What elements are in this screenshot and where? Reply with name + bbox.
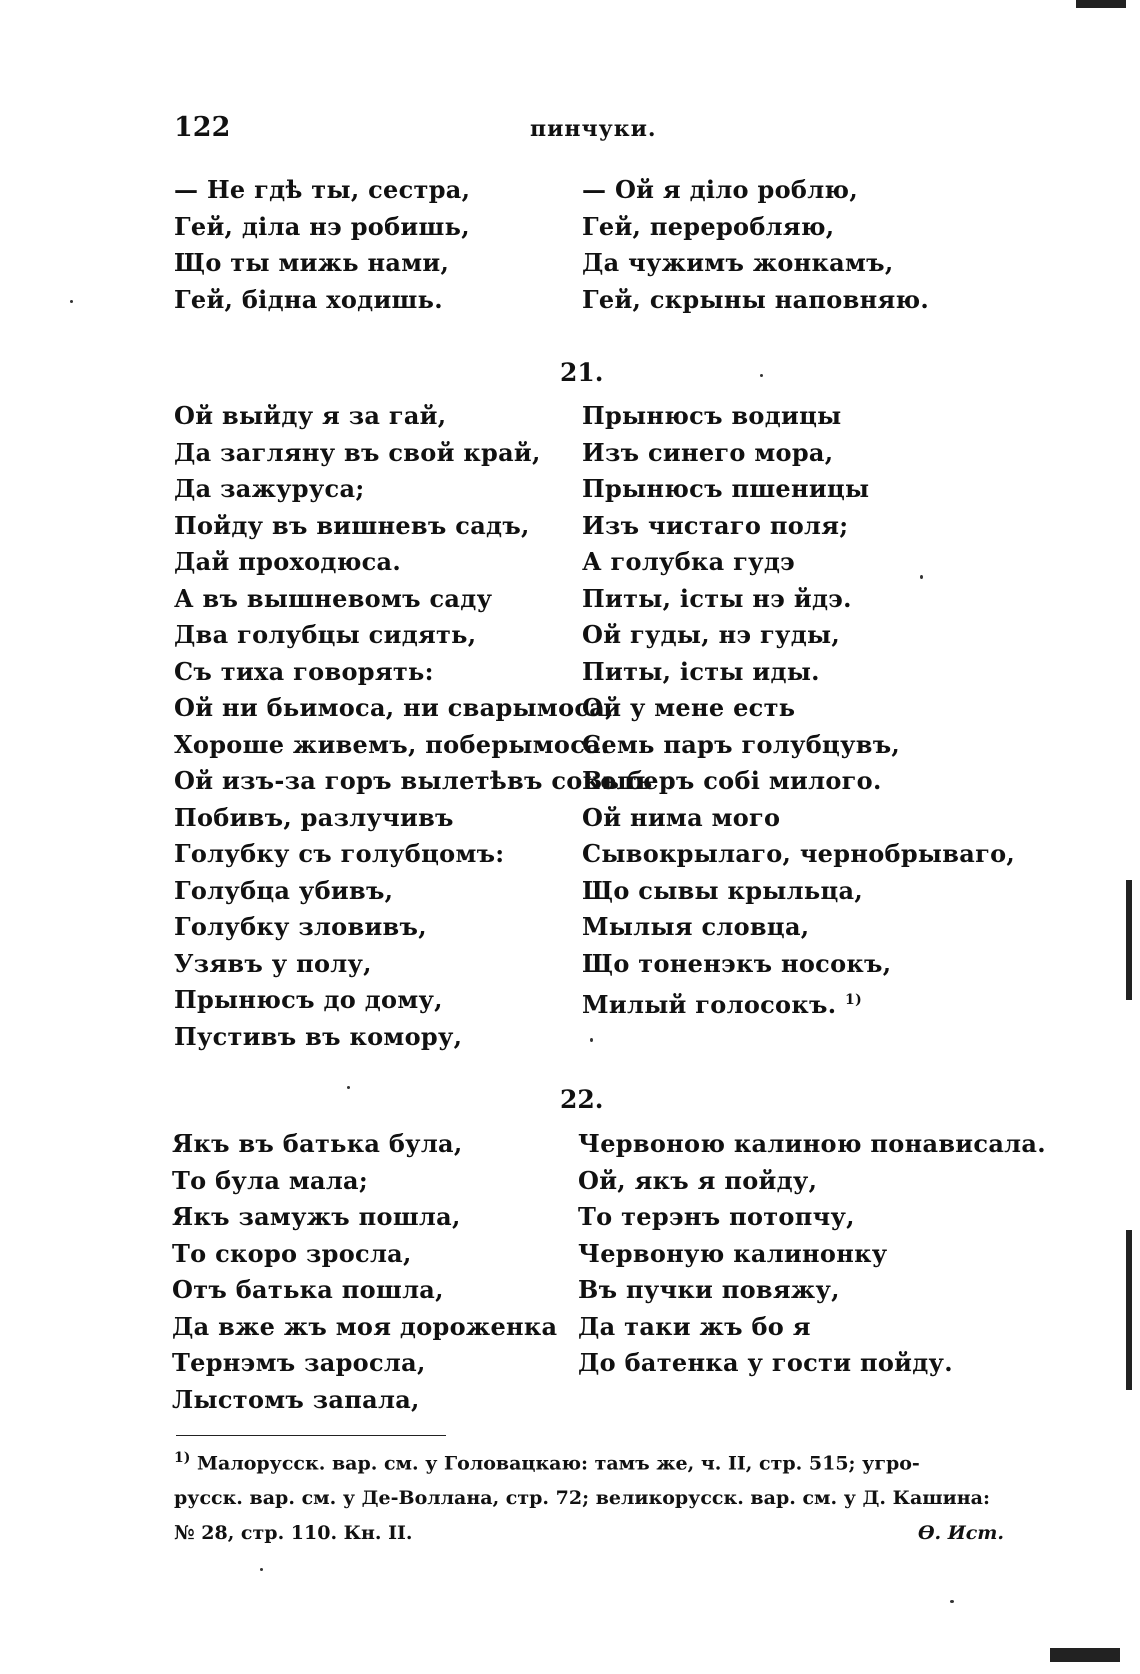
footnote-marker: 1)	[174, 1450, 191, 1466]
scan-edge-mark	[1126, 880, 1132, 1000]
verse-line: А въ вышневомъ саду	[174, 583, 493, 613]
verse-line: Якъ замужъ пошла,	[172, 1202, 461, 1231]
verse-line: — Не гдѣ ты, сестра,	[174, 175, 471, 204]
verse-line: Да вже жъ моя дороженка	[172, 1311, 558, 1341]
verse-line: Сывокрылаго, чернобрываго,	[582, 839, 1016, 868]
verse-line: Питы, істы иды.	[582, 656, 820, 686]
verse-line: Изъ чистаго поля;	[582, 510, 849, 540]
verse-line: Ой, якъ я пойду,	[578, 1165, 818, 1195]
footnote-text: № 28, стр. 110. Кн. II.	[174, 1522, 413, 1545]
footnote	[174, 1441, 1004, 1551]
verse-line: Що тоненэкъ носокъ,	[582, 948, 892, 978]
verse-text: Милый голосокъ.	[582, 990, 837, 1019]
verse-line: То скоро зросла,	[172, 1238, 412, 1268]
song-22-right-column	[578, 1126, 1046, 1382]
footnote-rule	[176, 1435, 446, 1436]
verse-line: Мылыя словца,	[582, 912, 810, 941]
verse-line: Гей, бідна ходишь.	[174, 284, 443, 314]
collector-signature: Ѳ. Ист.	[917, 1522, 1004, 1545]
top-right-stanza	[582, 172, 929, 318]
footnote-line: русск. вар. см. у Де-Воллана, стр. 72; великорусск. вар. см. у Д. Кашина:	[174, 1487, 990, 1510]
scan-speck	[260, 1568, 263, 1571]
verse-line: Выберъ собі милого.	[582, 766, 882, 795]
verse-line: Гей, переробляю,	[582, 211, 835, 241]
verse-line: То терэнъ потопчу,	[578, 1202, 855, 1231]
verse-line: Лыстомъ запала,	[172, 1384, 420, 1414]
running-head	[174, 112, 994, 152]
verse-line: Изъ синего мора,	[582, 437, 834, 467]
verse-line: Узявъ у полу,	[174, 948, 372, 978]
scan-speck	[70, 300, 73, 303]
verse-line: Пойду въ вишневъ садъ,	[174, 510, 530, 540]
verse-line: Ой у мене есть	[582, 693, 796, 722]
song-22-left-column	[172, 1126, 557, 1418]
verse-line: Побивъ, разлучивъ	[174, 802, 454, 832]
song-number-21: 21.	[560, 358, 604, 387]
verse-line: Прынюсъ до дому,	[174, 985, 443, 1014]
verse-line: Да таки жъ бо я	[578, 1311, 811, 1341]
verse-line: Гей, скрыны наповняю.	[582, 284, 930, 314]
verse-line: Ой выйду я за гай,	[174, 401, 447, 430]
footnote-text: Малорусск. вар. см. у Головацкаю: тамъ же, ч. II, стр. 515; угро-	[190, 1452, 920, 1475]
verse-line: А голубка гудэ	[582, 547, 796, 576]
verse-line: Да чужимъ жонкамъ,	[582, 248, 894, 277]
verse-line: Ой гуды, нэ гуды,	[582, 620, 841, 649]
scan-speck	[920, 575, 923, 579]
verse-line: — Ой я діло роблю,	[582, 175, 858, 204]
scan-edge-mark	[1126, 1230, 1132, 1390]
verse-line: Да зажуруса;	[174, 474, 365, 503]
verse-line: Отъ батька пошла,	[172, 1275, 444, 1304]
verse-line: Голубца убивъ,	[174, 875, 394, 905]
song-21-left-column	[174, 398, 652, 1055]
scan-speck	[760, 374, 763, 377]
verse-line: До батенка у гости пойду.	[578, 1348, 953, 1377]
verse-line: Червоною калиною понависала.	[578, 1129, 1046, 1158]
verse-line: Прынюсъ пшеницы	[582, 474, 870, 503]
verse-line: Хороше живемъ, поберымоса.	[174, 729, 610, 759]
verse-line: Червоную калинонку	[578, 1238, 888, 1268]
verse-line: Дай проходюса.	[174, 547, 402, 576]
verse-line: Гей, діла нэ робишь,	[174, 211, 470, 241]
verse-line: Да загляну въ свой край,	[174, 437, 541, 467]
verse-line: Прынюсъ водицы	[582, 401, 842, 430]
verse-line: Въ пучки повяжу,	[578, 1275, 840, 1304]
verse-line: То була мала;	[172, 1165, 369, 1195]
verse-line: Питы, істы нэ йдэ.	[582, 583, 852, 613]
verse-line: Що сывы крыльца,	[582, 875, 863, 905]
verse-line: Два голубцы сидять,	[174, 620, 477, 649]
scan-edge-mark	[1076, 0, 1126, 8]
scan-edge-mark	[1050, 1648, 1120, 1662]
scan-speck	[590, 1038, 593, 1042]
verse-line: Голубку зловивъ,	[174, 912, 427, 941]
verse-line-with-note	[582, 982, 1015, 1024]
scan-speck	[950, 1600, 954, 1603]
verse-line: Що ты мижь нами,	[174, 248, 450, 277]
page-number: 122	[174, 112, 231, 143]
verse-line: Голубку съ голубцомъ:	[174, 839, 505, 868]
verse-line: Съ тиха говорять:	[174, 656, 434, 686]
song-number-22: 22.	[560, 1085, 604, 1114]
verse-line: Тернэмъ заросла,	[172, 1348, 426, 1377]
song-21-right-column	[582, 398, 1015, 1024]
verse-line: Ой ни бьимоса, ни сварымоса,	[174, 693, 614, 722]
footnote-line	[174, 1516, 1004, 1551]
scan-speck	[347, 1086, 350, 1089]
verse-line: Пустивъ въ комору,	[174, 1021, 463, 1051]
verse-line: Ой изъ-за горъ вылетѣвъ соколъ	[174, 766, 653, 795]
verse-line: Ой нима мого	[582, 802, 781, 832]
verse-line: Семь паръ голубцувъ,	[582, 729, 901, 759]
footnote-reference: 1)	[845, 992, 862, 1008]
footnote-line	[174, 1441, 1004, 1481]
top-left-stanza	[174, 172, 470, 318]
running-title: пинчуки.	[530, 116, 657, 142]
verse-line: Якъ въ батька була,	[172, 1129, 463, 1158]
